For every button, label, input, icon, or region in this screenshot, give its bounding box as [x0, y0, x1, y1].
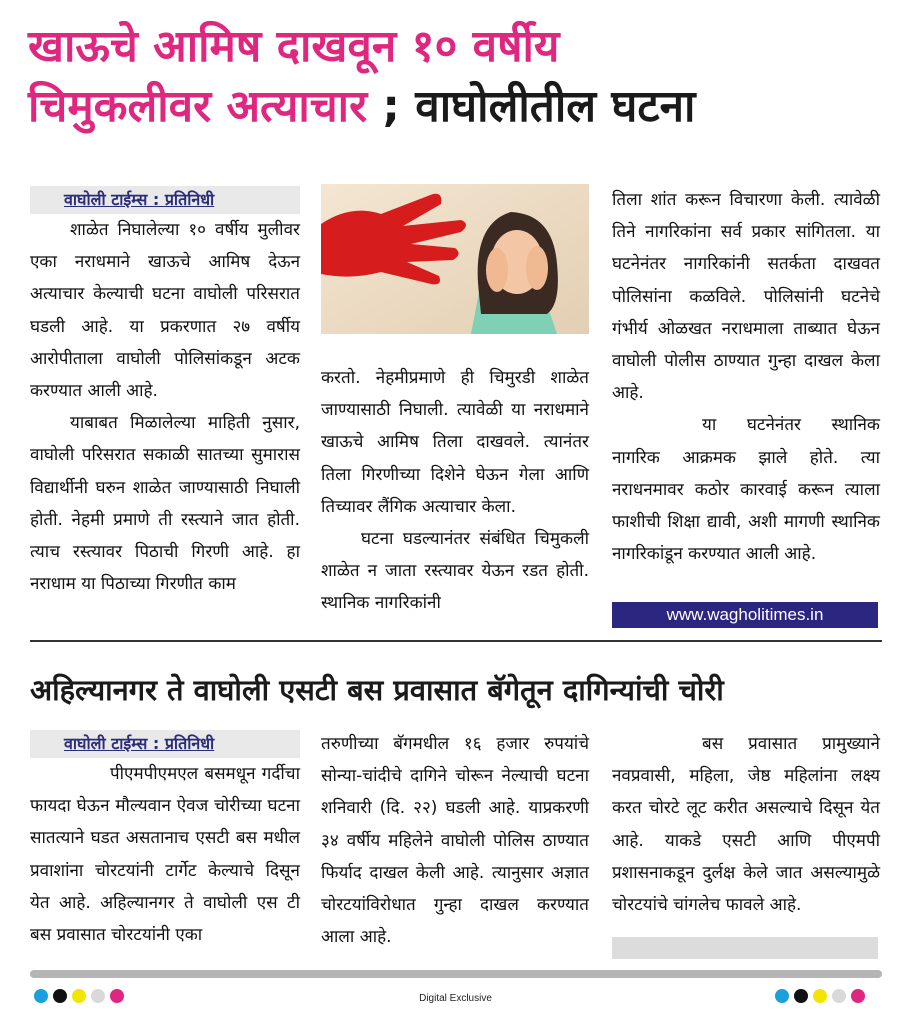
swatch-magenta — [851, 989, 865, 1003]
article1-column1 — [30, 186, 300, 600]
swatch-black — [794, 989, 808, 1003]
article2-col1-para: पीएमपीएमएल बसमधून गर्दीचा फायदा घेऊन मौल्यवान ऐवज चोरीच्या घटना सातत्याने घडत असतानाच एसटी बस मधील प्रवाशांना चोरटयांनी टार्गेट केल्याचे दिसून येत आहे. अहिल्यानगर ते वाघोली एस टी बस प्रवासात चोरटयांनी एका — [30, 764, 300, 946]
swatch-yellow — [813, 989, 827, 1003]
article1-headline-line2-pink: चिमुकलीवर अत्याचार — [28, 81, 368, 132]
website-link[interactable]: www.wagholitimes.in — [612, 602, 878, 628]
article1-headline-line1: खाऊचे आमिष दाखवून १० वर्षीय — [28, 21, 560, 72]
girl-left-hand — [486, 248, 508, 292]
article1-col1-para2: याबाबत मिळालेल्या माहिती नुसार, वाघोली परिसरात सकाळी सातच्या सुमारास विद्यार्थीनी घरुन शाळेत जाण्यासाठी निघाली होती. नेहमी प्रमाणे ती रस्त्याने जात होती. त्याच रस्त्यावर पिठाची गिरणी आहे. हा नराधाम या पिठाच्या गिरणीत काम — [30, 413, 300, 595]
article2-col3-para: बस प्रवासात प्रामुख्याने नवप्रवासी, महिला, जेष्ठ महिलांना लक्ष्य करत चोरटे लूट करीत असल्याचे दिसून येत आहे. याकडे एसटी आणि पीएमपी प्रशासनाकडून दुर्लक्ष केले जात असल्यामुळे चोरटयांचे चांगलेच फावले आहे. — [612, 734, 880, 916]
swatch-gray — [832, 989, 846, 1003]
footer-label: Digital Exclusive — [419, 993, 492, 1004]
article1-illustration — [321, 184, 589, 334]
article2-byline: वाघोली टाईम्स : प्रतिनिधी — [30, 730, 300, 758]
article2-end-bar — [612, 937, 878, 959]
article2-col2-para: तरुणीच्या बॅगमधील १६ हजार रुपयांचे सोन्या-चांदीचे दागिने चोरून नेल्याची घटना शनिवारी (दि. २२) घडली आहे. याप्रकरणी ३४ वर्षीय महिलेने वाघोली पोलिस ठाण्यात फिर्याद दाखल केली आहे. त्यानुसार अज्ञात चोरटयांविरोधात गुन्हा दाखल करण्यात आला आहे. — [321, 734, 589, 948]
article1-headline-line2-dark: ; वाघोलीतील घटना — [367, 81, 696, 132]
article1-col3-para1: तिला शांत करून विचारणा केली. त्यावेळी तिने नागरिकांना सर्व प्रकार सांगितला. या घटनेनंतर नागरिकांनी सतर्कता दाखवत पोलिसांना कळविले. पोलिसांनी घटनेचे गंभीर्य ओळखत नराधमाला ताब्यात घेऊन वाघोली पोलीस ठाण्यात गुन्हा दाखल केला आहे. — [612, 190, 880, 404]
article2-column1 — [30, 730, 300, 951]
color-swatches-right — [775, 989, 865, 1003]
article1-column3 — [612, 184, 880, 570]
article1-col3-para2: या घटनेनंतर स्थानिक नागरिक आक्रमक झाले होते. त्या नराधनमावर कठोर कारवाई करून त्याला फाशीची शिक्षा द्यावी, अशी मागणी स्थानिक नागरिकांडून करण्यात आली आहे. — [612, 415, 880, 565]
article1-column2 — [321, 362, 589, 620]
girl-right-hand — [526, 246, 548, 290]
article2-headline: अहिल्यानगर ते वाघोली एसटी बस प्रवासात बॅगेतून दागिन्यांची चोरी — [30, 673, 724, 707]
article2-column3 — [612, 728, 880, 921]
swatch-cyan — [775, 989, 789, 1003]
article2-column2 — [321, 728, 589, 953]
page-bottom-bar — [30, 970, 882, 978]
article1-col2-para2: घटना घडल्यानंतर संबंधित चिमुकली शाळेत न जाता रस्त्यावर येऊन रडत होती. स्थानिक नागरिकांनी — [321, 529, 589, 614]
article1-col1-para1: शाळेत निघालेल्या १० वर्षीय मुलीवर एका नराधमाने खाऊचे आमिष देऊन अत्याचार केल्याची घटना वाघोली परिसरात घडली आहे. या प्रकरणात २७ वर्षीय आरोपीताला वाघोली पोलिसांकडून अटक करण्यात आली आहे. — [30, 220, 300, 402]
section-divider — [30, 640, 882, 642]
article1-byline: वाघोली टाईम्स : प्रतिनिधी — [30, 186, 300, 214]
article1-col2-para1: करतो. नेहमीप्रमाणे ही चिमुरडी शाळेत जाण्यासाठी निघाली. त्यावेळी या नराधमाने खाऊचे आमिष तिला दाखवले. त्यानंतर तिला गिरणीच्या दिशेने घेऊन गेला आणि तिच्यावर लैंगिक अत्याचार केला. — [321, 368, 589, 517]
article1-headline — [28, 18, 888, 136]
